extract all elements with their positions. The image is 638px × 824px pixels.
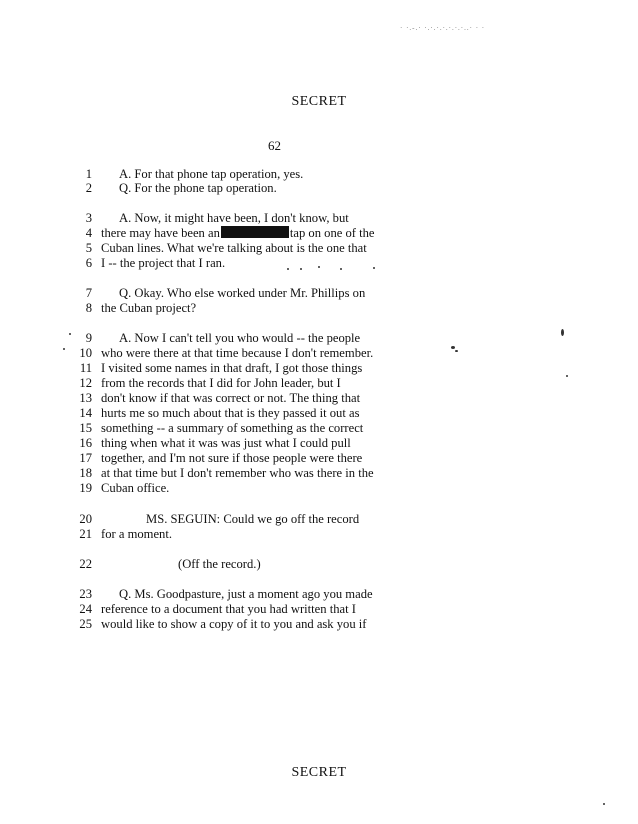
line-number: 17 <box>79 451 92 465</box>
line-text: something -- a summary of something as the correct <box>101 421 364 435</box>
scan-speck <box>603 803 605 805</box>
scan-speck <box>300 268 302 270</box>
line-text: Q. Okay. Who else worked under Mr. Phillips on <box>119 286 366 300</box>
line-number: 2 <box>85 181 92 195</box>
scan-speck <box>373 267 375 269</box>
line-text: who were there at that time because I don't remember. <box>101 346 374 360</box>
scan-speck <box>561 329 564 336</box>
line-number: 19 <box>79 481 92 495</box>
line-number: 15 <box>79 421 92 435</box>
line-number: 7 <box>85 286 92 300</box>
line-text: reference to a document that you had written that I <box>101 602 356 616</box>
line-number: 21 <box>79 527 92 541</box>
line-text: together, and I'm not sure if those people were there <box>101 451 363 465</box>
scan-speck <box>318 266 320 268</box>
scan-speck <box>69 333 71 335</box>
line-text: thing when what it was was just what I could pull <box>101 436 351 450</box>
scan-speck <box>287 268 289 270</box>
scan-speck <box>566 375 568 377</box>
classification-header: SECRET <box>291 94 347 109</box>
line-number: 24 <box>79 602 92 616</box>
line-text: Q. Ms. Goodpasture, just a moment ago you made <box>119 587 373 601</box>
line-text <box>101 226 375 241</box>
line-text: A. Now I can't tell you who would -- the people <box>119 331 361 345</box>
line-number: 14 <box>79 406 92 420</box>
scan-speck <box>455 350 458 352</box>
line-number: 8 <box>85 301 92 315</box>
line-number: 10 <box>79 346 92 360</box>
line-text: (Off the record.) <box>178 557 261 571</box>
scan-speck <box>63 348 65 350</box>
line-text: hurts me so much about that is they passed it out as <box>101 406 360 420</box>
line-text: for a moment. <box>101 527 172 541</box>
line-number: 13 <box>79 391 92 405</box>
line-text-after-redaction: tap on one of the <box>289 226 375 240</box>
line-text: don't know if that was correct or not. The thing that <box>101 391 361 405</box>
line-number: 18 <box>79 466 92 480</box>
line-text: the Cuban project? <box>101 301 197 315</box>
line-text: A. For that phone tap operation, yes. <box>119 167 304 181</box>
redaction-block <box>221 226 289 238</box>
line-text: I -- the project that I ran. <box>101 256 226 270</box>
line-number: 1 <box>85 167 92 181</box>
line-text: Q. For the phone tap operation. <box>119 181 277 195</box>
line-number: 9 <box>85 331 92 345</box>
line-text: Cuban lines. What we're talking about is the one that <box>101 241 367 255</box>
line-text: A. Now, it might have been, I don't know, but <box>119 211 349 225</box>
line-number: 23 <box>79 587 92 601</box>
line-number: 6 <box>85 256 92 270</box>
line-text: would like to show a copy of it to you and ask you if <box>101 617 367 631</box>
line-text: at that time but I don't remember who was there in the <box>101 466 374 480</box>
line-text: MS. SEGUIN: Could we go off the record <box>146 512 360 526</box>
line-number: 25 <box>79 617 92 631</box>
line-text-before-redaction: there may have been an <box>101 226 220 240</box>
line-text: Cuban office. <box>101 481 170 495</box>
line-number: 12 <box>79 376 92 390</box>
scan-noise-header: · ·.-.· ·.·.·.·.·.·.·..· · · <box>400 24 486 32</box>
line-number: 16 <box>79 436 92 450</box>
line-number: 4 <box>85 226 92 240</box>
scan-speck <box>451 346 455 349</box>
scan-speck <box>340 268 342 270</box>
line-number: 3 <box>85 211 92 225</box>
line-text: I visited some names in that draft, I got those things <box>101 361 363 375</box>
line-text: from the records that I did for John leader, but I <box>101 376 341 390</box>
line-number: 22 <box>79 557 92 571</box>
line-number: 5 <box>85 241 92 255</box>
page-number: 62 <box>268 138 281 153</box>
line-number: 20 <box>79 512 92 526</box>
classification-footer: SECRET <box>291 765 347 780</box>
line-number: 11 <box>79 361 92 375</box>
